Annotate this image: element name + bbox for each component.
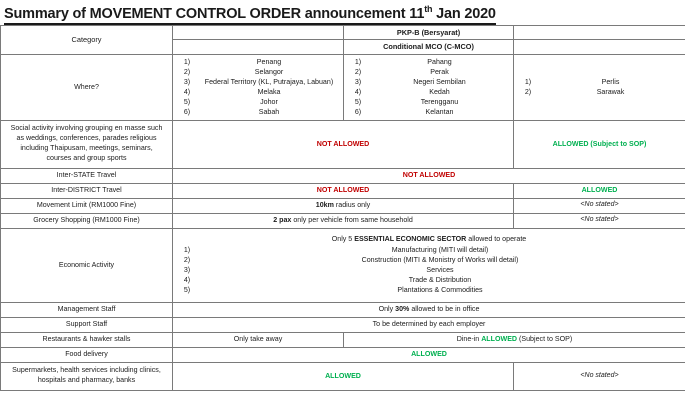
- economic-lead-bold: ESSENTIAL ECONOMIC SECTOR: [354, 234, 467, 243]
- table-row-movement-limit: [1, 198, 685, 213]
- row-label-economic-activity: Economic Activity: [1, 228, 173, 302]
- economic-sector-item: [176, 265, 682, 275]
- row-label-where: Where?: [1, 54, 173, 120]
- where-mco-item: [176, 107, 340, 117]
- where-cmco-item: [347, 97, 510, 107]
- header-mco-abbr: PKP: [173, 26, 344, 40]
- where-mco-item-number: 6): [183, 108, 191, 117]
- where-cmco-item-number: 2): [354, 68, 362, 77]
- restaurants-mco-value: Only take away: [173, 332, 344, 347]
- economic-lead-pre: Only 5: [331, 234, 355, 243]
- row-label-inter-state-travel: Inter-STATE Travel: [1, 168, 173, 183]
- title-prefix: Summary of: [4, 5, 90, 22]
- where-cmco-item-number: 1): [354, 57, 362, 66]
- where-cmco-item: [347, 67, 510, 77]
- row-label-inter-district-travel: Inter-DISTRICT Travel: [1, 183, 173, 198]
- where-mco-list-cell: [173, 54, 344, 120]
- where-mco-item-number: 3): [183, 78, 191, 87]
- header-mco-full: Movement Control Order (MCO): [173, 40, 344, 54]
- restaurants-cmco-rmco-value: [344, 332, 685, 347]
- economic-sector-item-label: Plantations & Commodities: [397, 286, 483, 295]
- row-label-supermarkets: [1, 362, 173, 390]
- header-rmco-full: Recovery MCO (R-MCO): [514, 40, 685, 54]
- where-mco-item-label: Penang: [256, 57, 282, 66]
- row-label-management-staff: Management Staff: [1, 302, 173, 317]
- where-mco-item: [176, 87, 340, 97]
- where-mco-item: [176, 77, 340, 87]
- mco-summary-table: [0, 25, 685, 391]
- where-rmco-list-cell: [514, 54, 685, 120]
- inter-state-travel-all-value: NOT ALLOWED: [173, 168, 685, 183]
- grocery-rest: only per vehicle from same household: [291, 216, 413, 225]
- management-staff-percent: 30%: [395, 305, 410, 314]
- where-rmco-item-number: 1): [524, 78, 532, 87]
- economic-sector-item: [176, 285, 682, 295]
- where-mco-item-label: Selangor: [254, 68, 284, 77]
- table-row-inter-district-travel: [1, 183, 685, 198]
- grocery-mco-cmco-value: [173, 213, 514, 228]
- management-staff-post: allowed to be in office: [409, 305, 480, 314]
- economic-sector-item-label: Services: [426, 266, 454, 275]
- where-cmco-item-number: 5): [354, 98, 362, 107]
- restaurants-dinein-post: (Subject to SOP): [517, 335, 573, 344]
- where-cmco-item-number: 6): [354, 108, 362, 117]
- table-row-grocery-shopping: [1, 213, 685, 228]
- row-label-food-delivery: Food delivery: [1, 347, 173, 362]
- where-cmco-item-number: 4): [354, 88, 362, 97]
- grocery-rmco-value: <No stated>: [514, 213, 685, 228]
- supermarkets-rmco-value: <No stated>: [514, 362, 685, 390]
- where-mco-item-label: Melaka: [257, 88, 281, 97]
- grocery-pax-count: 2 pax: [273, 216, 292, 225]
- where-mco-item: [176, 97, 340, 107]
- table-row-economic-activity: [1, 228, 685, 302]
- movement-limit-distance: 10km: [315, 201, 334, 210]
- title-ordinal-suffix: th: [424, 4, 433, 14]
- table-row-restaurants: [1, 332, 685, 347]
- where-cmco-item-label: Negeri Sembilan: [413, 78, 466, 87]
- where-rmco-item-label: Sarawak: [596, 88, 625, 97]
- restaurants-dinein-pre: Dine-in: [456, 335, 482, 344]
- economic-sector-item-label: Manufacturing (MITI will detail): [391, 246, 489, 255]
- table-row-management-staff: [1, 302, 685, 317]
- row-label-social-activity: [1, 120, 173, 168]
- where-rmco-item: [517, 77, 682, 87]
- where-cmco-item-label: Kedah: [429, 88, 450, 97]
- movement-limit-rest: radius only: [333, 201, 371, 210]
- economic-sector-item-number: 2): [183, 256, 191, 265]
- title-bar: [0, 0, 685, 25]
- table-row-social-activity: [1, 120, 685, 168]
- header-cmco-full: Conditional MCO (C-MCO): [344, 40, 514, 54]
- header-cmco-abbr: PKP-B (Bersyarat): [344, 26, 514, 40]
- where-rmco-list: [517, 77, 682, 97]
- economic-activity-lead: [176, 235, 682, 244]
- inter-district-rmco-value: ALLOWED: [514, 183, 685, 198]
- where-cmco-item-label: Perak: [430, 68, 449, 77]
- table-row-supermarkets: [1, 362, 685, 390]
- row-label-movement-limit: Movement Limit (RM1000 Fine): [1, 198, 173, 213]
- where-cmco-item: [347, 107, 510, 117]
- economic-sector-item-label: Trade & Distribution: [408, 276, 472, 285]
- economic-sector-list: [176, 245, 682, 295]
- where-mco-item: [176, 67, 340, 77]
- where-mco-item-number: 5): [183, 98, 191, 107]
- where-mco-item-label: Federal Territory (KL, Putrajaya, Labuan): [204, 78, 334, 87]
- table-row-support-staff: [1, 317, 685, 332]
- economic-sector-item: [176, 245, 682, 255]
- where-cmco-item: [347, 57, 510, 67]
- where-mco-list: [176, 57, 340, 117]
- table-row-where: [1, 54, 685, 120]
- restaurants-dinein-status: ALLOWED: [481, 335, 518, 344]
- economic-sector-item: [176, 275, 682, 285]
- row-label-support-staff: Support Staff: [1, 317, 173, 332]
- economic-sector-item-number: 4): [183, 276, 191, 285]
- where-cmco-list-cell: [344, 54, 514, 120]
- where-cmco-item-label: Pahang: [427, 57, 452, 66]
- where-mco-item: [176, 57, 340, 67]
- title-main: MOVEMENT CONTROL ORDER: [89, 5, 301, 22]
- social-activity-mco-cmco-value: NOT ALLOWED: [173, 120, 514, 168]
- management-staff-pre: Only: [378, 305, 396, 314]
- economic-sector-item-number: 5): [183, 286, 191, 295]
- food-delivery-all-value: ALLOWED: [173, 347, 685, 362]
- row-label-restaurants: Restaurants & hawker stalls: [1, 332, 173, 347]
- economic-activity-value-cell: [173, 228, 685, 302]
- where-cmco-item-label: Terengganu: [420, 98, 459, 107]
- table-header-row-abbr: [1, 26, 685, 40]
- where-mco-item-number: 4): [183, 88, 191, 97]
- table-row-inter-state-travel: [1, 168, 685, 183]
- economic-sector-item-label: Construction (MITI & Monistry of Works will detail): [361, 256, 519, 265]
- title-mid: announcement 11: [300, 5, 425, 22]
- movement-limit-rmco-value: <No stated>: [514, 198, 685, 213]
- support-staff-value: To be determined by each employer: [173, 317, 685, 332]
- social-activity-description: Social activity involving grouping en masse such as weddings, conferences, parades religious including Thaipusam, meetings, seminars, courses and group sports: [10, 124, 163, 163]
- where-rmco-item: [517, 87, 682, 97]
- where-mco-item-number: 1): [183, 57, 191, 66]
- where-cmco-list: [347, 57, 510, 117]
- where-mco-item-label: Sabah: [258, 108, 280, 117]
- where-cmco-item-number: 3): [354, 78, 362, 87]
- supermarkets-mco-cmco-value: ALLOWED: [173, 362, 514, 390]
- where-mco-item-number: 2): [183, 68, 191, 77]
- management-staff-value: [173, 302, 685, 317]
- inter-district-mco-cmco-value: NOT ALLOWED: [173, 183, 514, 198]
- economic-sector-item-number: 3): [183, 266, 191, 275]
- header-category-cell: Category: [1, 26, 173, 55]
- social-activity-rmco-value: ALLOWED (Subject to SOP): [514, 120, 685, 168]
- table-row-food-delivery: [1, 347, 685, 362]
- row-label-grocery-shopping: Grocery Shopping (RM1000 Fine): [1, 213, 173, 228]
- where-mco-item-label: Johor: [260, 98, 278, 107]
- where-rmco-item-number: 2): [524, 88, 532, 97]
- movement-limit-mco-cmco-value: [173, 198, 514, 213]
- economic-sector-item-number: 1): [183, 246, 191, 255]
- where-cmco-item: [347, 87, 510, 97]
- where-cmco-item-label: Kelantan: [425, 108, 454, 117]
- header-rmco-abbr: PKP-P (Pemulihan): [514, 26, 685, 40]
- economic-sector-item: [176, 255, 682, 265]
- title-suffix: Jan 2020: [432, 5, 496, 22]
- supermarkets-description: Supermarkets, health services including clinics, hospitals and pharmacy, banks: [12, 366, 161, 385]
- where-rmco-item-label: Perlis: [601, 78, 620, 87]
- economic-lead-post: allowed to operate: [466, 234, 527, 243]
- where-cmco-item: [347, 77, 510, 87]
- page-title: [4, 4, 496, 25]
